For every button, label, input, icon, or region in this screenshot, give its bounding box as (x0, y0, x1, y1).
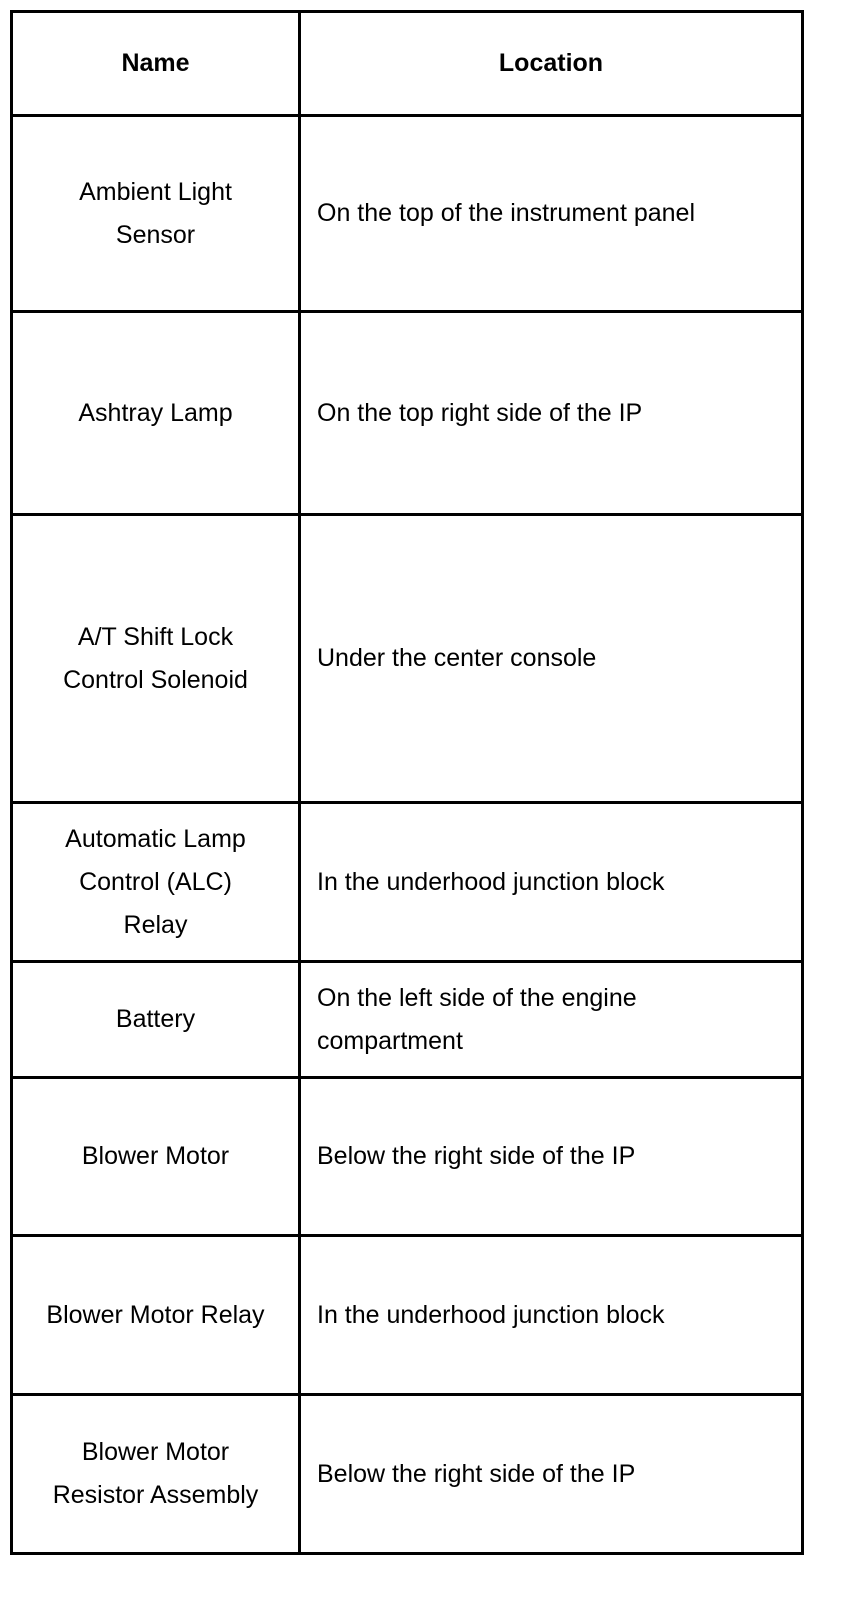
component-name-cell (12, 962, 300, 1078)
component-location-cell (300, 803, 803, 962)
table-row (12, 803, 803, 962)
component-name: Automatic Lamp Control (ALC) Relay (65, 824, 246, 939)
table-row (12, 1236, 803, 1395)
component-name: Blower Motor (81, 1142, 230, 1170)
table-row (12, 515, 803, 803)
component-location-cell (300, 116, 803, 312)
header-row (12, 12, 803, 116)
component-location-cell (300, 1078, 803, 1236)
component-location-cell (300, 312, 803, 515)
component-location-cell (300, 962, 803, 1078)
component-name: Ambient Light Sensor (79, 177, 232, 249)
component-location: On the top right side of the IP (317, 398, 643, 427)
component-location: Under the center console (317, 644, 597, 672)
component-name: Blower Motor Resistor Assembly (52, 1438, 259, 1509)
component-location: In the underhood junction block (317, 867, 665, 896)
component-location-table (10, 10, 804, 1555)
component-name-cell (12, 312, 300, 515)
component-name-cell (12, 1078, 300, 1236)
component-name-cell (12, 1236, 300, 1395)
table-row (12, 312, 803, 515)
location-column-header: Location (300, 12, 803, 116)
component-location: In the underhood junction block (317, 1300, 665, 1329)
component-location-cell (300, 1395, 803, 1554)
component-location: On the left side of the engine compartment (317, 983, 637, 1055)
component-location-cell (300, 515, 803, 803)
name-column-header: Name (12, 12, 300, 116)
table-row (12, 116, 803, 312)
component-location: Below the right side of the IP (317, 1142, 636, 1170)
component-name-cell (12, 803, 300, 962)
component-name: A/T Shift Lock Control Solenoid (63, 622, 248, 694)
component-name-cell (12, 1395, 300, 1554)
component-location: On the top of the instrument panel (317, 199, 696, 227)
component-name: Battery (115, 1005, 196, 1033)
component-name-cell (12, 116, 300, 312)
component-location-cell (300, 1236, 803, 1395)
table-row (12, 962, 803, 1078)
component-name-cell (12, 515, 300, 803)
component-location: Below the right side of the IP (317, 1459, 636, 1488)
table-row (12, 1078, 803, 1236)
table-row (12, 1395, 803, 1554)
component-name: Ashtray Lamp (78, 398, 233, 427)
component-name: Blower Motor Relay (46, 1300, 265, 1329)
